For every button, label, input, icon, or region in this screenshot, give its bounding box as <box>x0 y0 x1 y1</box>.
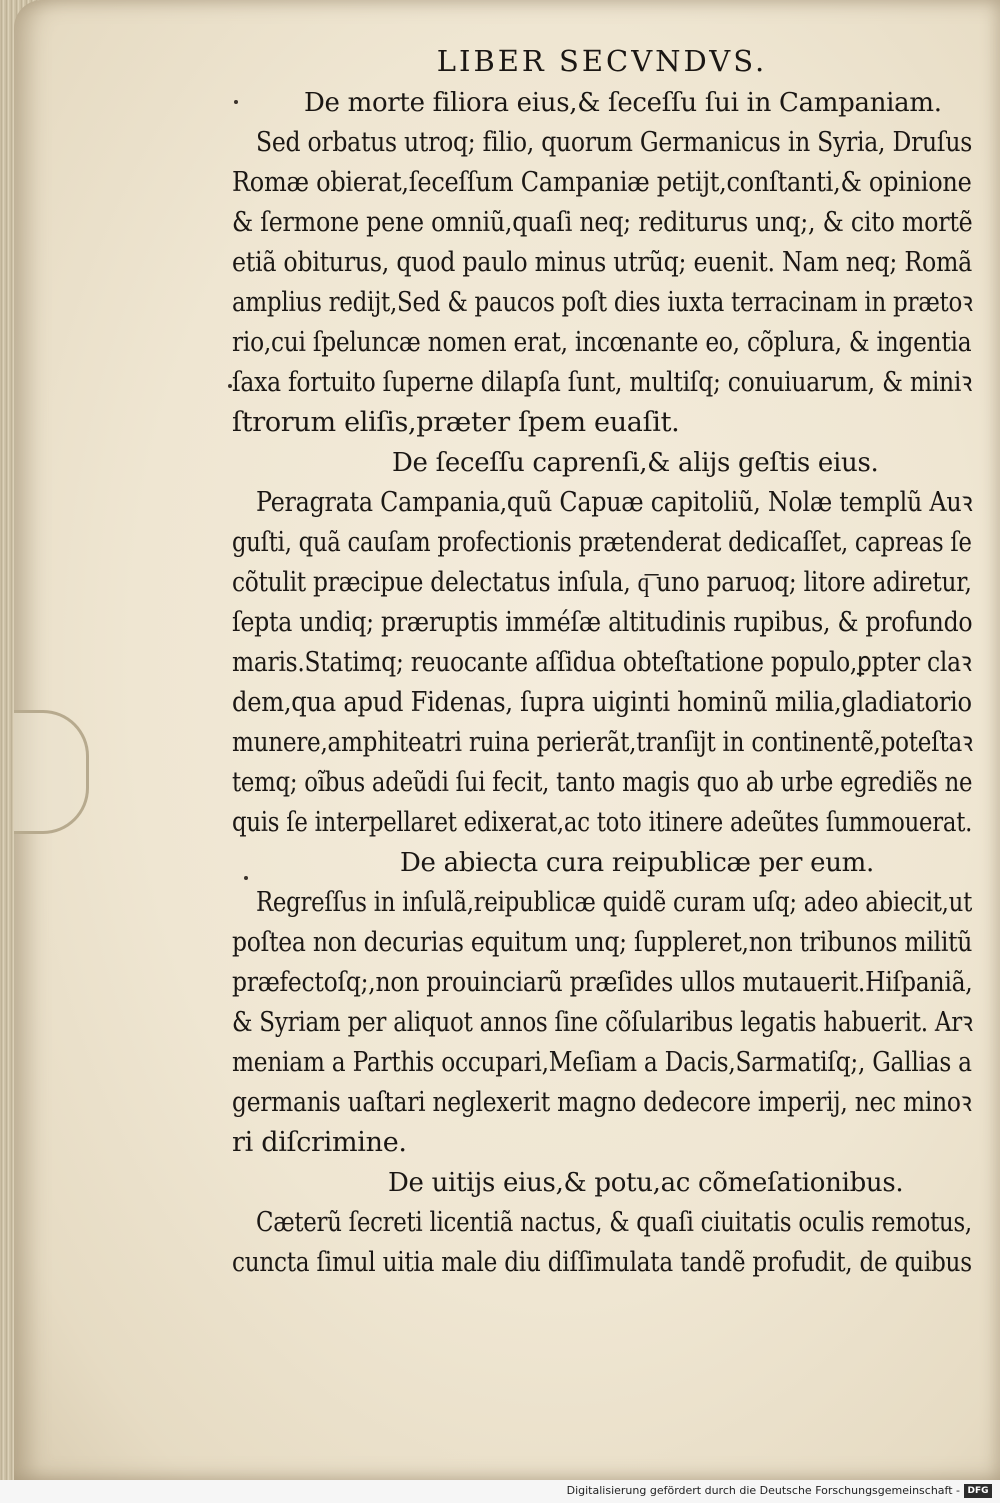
digitization-footer <box>0 1480 1000 1503</box>
text-line: Romæ obierat,ſeceſſum Campaniæ petijt,conſtanti,& opinione <box>232 167 972 198</box>
ink-speck <box>244 876 248 880</box>
text-line: maris.Statimq; reuocante aſſidua obteſtatione populo,ꝑpter claꝛ <box>232 647 972 678</box>
ink-speck <box>234 100 238 104</box>
ink-speck <box>228 384 232 388</box>
text-line: rio,cui ſpeluncæ nomen erat, incœnante eo, cõplura, & ingentia <box>232 327 972 358</box>
text-line: poſtea non decurias equitum unq; ſuppleret,non tribunos militũ <box>232 927 973 958</box>
text-line: munere,amphiteatri ruina perierãt,tranſijt in continentẽ,poteſtaꝛ <box>232 727 973 758</box>
text-line: amplius redijt,Sed & paucos poſt dies iuxta terracinam in prætoꝛ <box>232 287 973 318</box>
text-line: Regreſſus in inſulã,reipublicæ quidẽ curam uſq; adeo abiecit,ut <box>256 887 973 918</box>
text-line: Peragrata Campania,quũ Capuæ capitoliũ, Nolæ templũ Auꝛ <box>256 487 973 518</box>
text-line: & ſermone pene omniũ,quaſi neq; rediturus unq;, & cito mortẽ <box>232 207 973 238</box>
text-line: Cæterũ ſecreti licentiã nactus, & quaſi ciuitatis oculis remotus, <box>256 1207 972 1238</box>
text-line: Sed orbatus utroq; filio, quorum Germanicus in Syria, Druſus <box>256 127 973 158</box>
running-head: LIBER SECVNDVS. <box>436 44 768 78</box>
text-line: ſepta undiq; præruptis imméſæ altitudinis rupibus, & profundo <box>232 607 973 638</box>
text-line: ſtrorum eliſis,præter ſpem euaſit. <box>232 407 680 438</box>
text-line: ſaxa fortuito ſuperne dilapſa ſunt, multiſq; conuiuarum, & miniꝛ <box>232 367 972 398</box>
text-line: germanis uaſtari neglexerit magno dedecore imperij, nec minoꝛ <box>232 1087 972 1118</box>
text-line: dem,qua apud Fidenas, ſupra uiginti hominũ milia,gladiatorio <box>232 687 972 718</box>
text-line: meniam a Parthis occupari,Meſiam a Dacis,Sarmatiſq;, Gallias a <box>232 1047 972 1078</box>
heading-line: De ſeceſſu caprenſi,& alijs geſtis eius. <box>392 448 879 478</box>
clasp-ribbon <box>14 710 89 834</box>
text-line: temq; oĩbus adeũdi ſui fecit, tanto magis quo ab urbe egrediẽs ne <box>232 767 973 798</box>
text-line: cõtulit præcipue delectatus inſula, q͞ uno paruoq; litore adiretur, <box>232 567 972 598</box>
text-line: ri diſcrimine. <box>232 1127 407 1158</box>
text-line: præfectoſq;,non prouinciarũ præſides ullos mutauerit.Hiſpaniã, <box>232 967 973 998</box>
text-line: etiã obiturus, quod paulo minus utrũq; euenit. Nam neq; Romã <box>232 247 972 278</box>
text-line: guſti, quã cauſam profectionis prætenderat dedicaſſet, capreas ſe <box>232 527 972 558</box>
heading-line: De uitijs eius,& potu,ac cõmeſationibus. <box>388 1168 904 1198</box>
text-line: quis ſe interpellaret edixerat,ac toto itinere adeũtes ſummouerat. <box>232 807 973 838</box>
text-line: cuncta ſimul uitia male diu diſſimulata tandẽ profudit, de quibus <box>232 1247 972 1278</box>
dfg-logo: DFG <box>964 1484 992 1498</box>
text-line: & Syriam per aliquot annos ſine cõſularibus legatis habuerit. Arꝛ <box>232 1007 973 1038</box>
heading-line: De abiecta cura reipublicæ per eum. <box>400 848 874 878</box>
heading-line: De morte filiora eius,& ſeceſſu ſui in Campaniam. <box>304 88 942 118</box>
footer-credit: Digitalisierung gefördert durch die Deutsche Forschungsgemeinschaft - <box>566 1484 960 1497</box>
